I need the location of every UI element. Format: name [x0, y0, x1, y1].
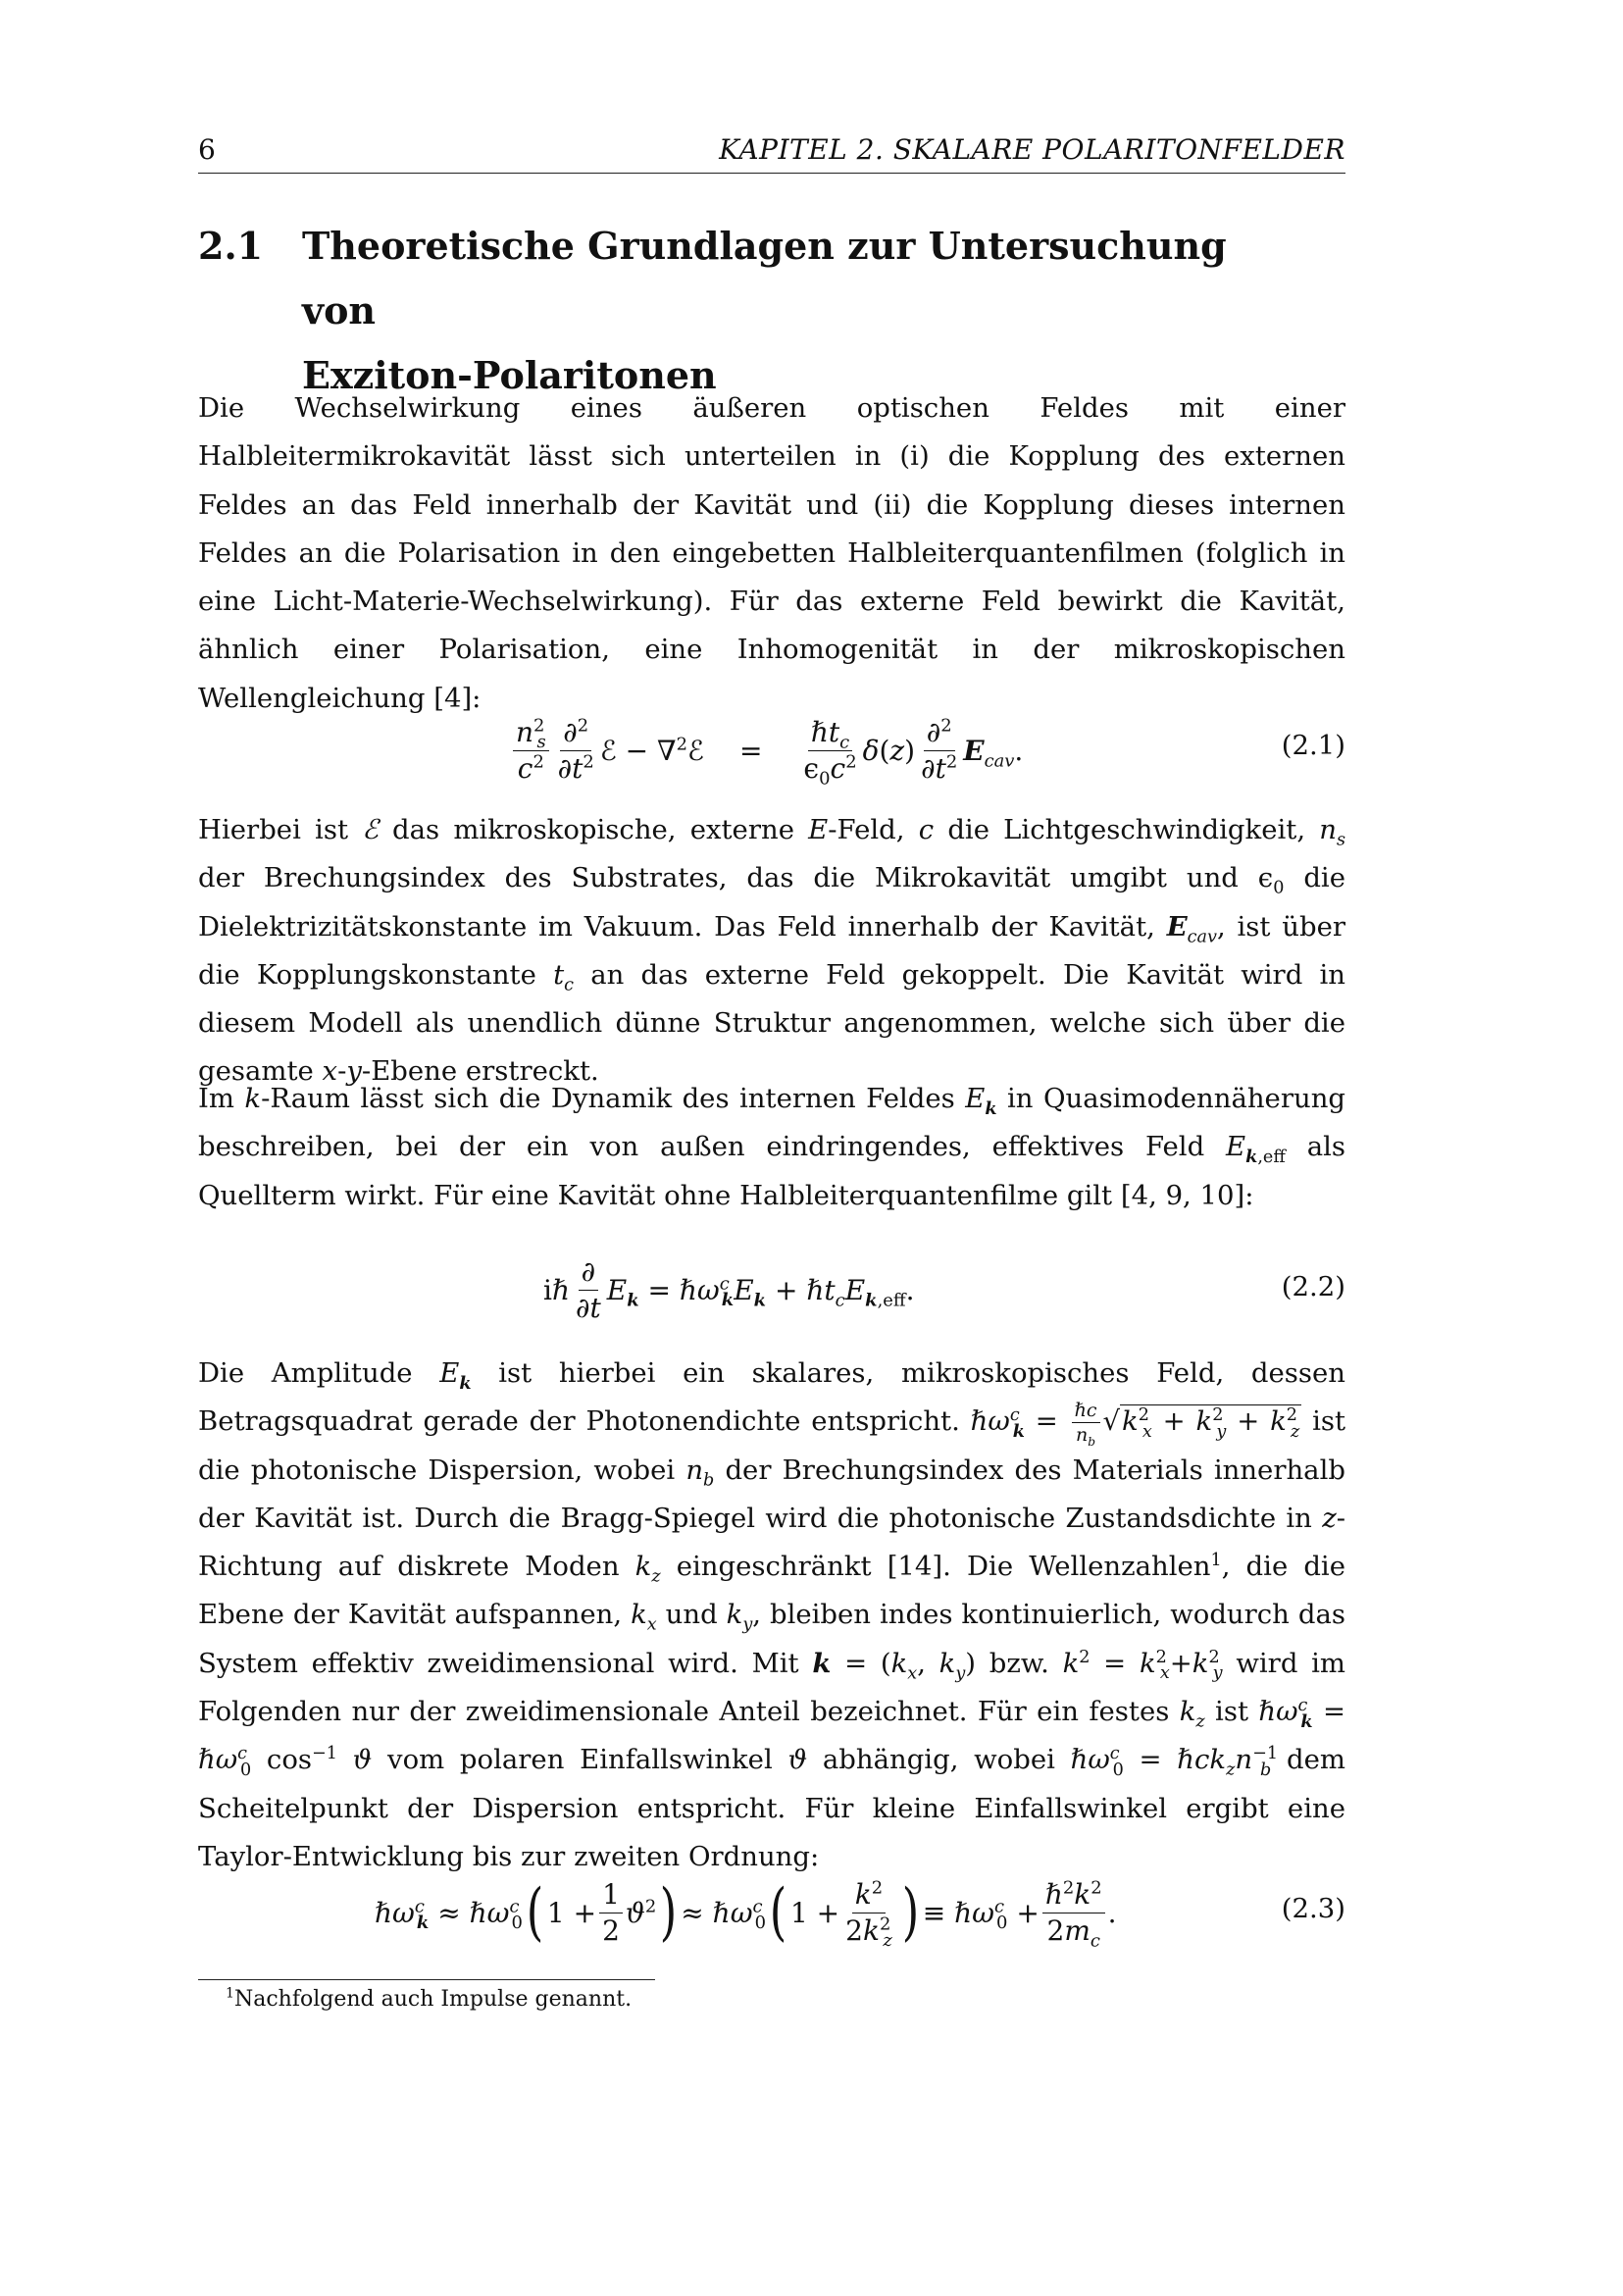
section-title	[302, 214, 1283, 408]
section-title-line-2: Exziton-Polaritonen	[302, 353, 717, 397]
footnote-text: Nachfolgend auch Impulse genannt.	[233, 1987, 633, 2012]
footnote-rule	[198, 1979, 655, 1980]
equation-number-2-2: (2.2)	[1281, 1271, 1345, 1302]
equation-2-2	[198, 1246, 1345, 1334]
equation-2-1	[198, 706, 1345, 794]
paragraph-k-space: Im k-Raum lässt sich die Dynamik des internen Feldes $E_k$ in Quasimodennäherung beschreiben, bei der ein von außen eindringendes, effektives Feld $E_{k,eff}$ als Quellterm wirkt. Für eine Kavität ohne Halbleiterquantenfilme gilt [4, 9, 10]:	[198, 1083, 1346, 1211]
paragraph-intro: Die Wechselwirkung eines äußeren optischen Feldes mit einer Halbleitermikrokavität lässt sich unterteilen in (i) die Kopplung des externen Feldes an das Feld innerhalb der Kavität und (ii) die Kopplung dieses internen Feldes an die Polarisation in den eingebetten Halbleiterquantenfilmen (folglich in eine Licht-Materie-Wechselwirkung). Für das externe Feld bewirkt die Kavität, ähnlich einer Polarisation, eine Inhomogenität in der mikroskopischen Wellengleichung [4]:	[198, 392, 1345, 714]
paragraph-dispersion: Die Amplitude $E_k$ ist hierbei ein skalares, mikroskopisches Feld, dessen Betragsquadrat gerade der Photonendichte entspricht. ℏω$^c_k$ = $\frac{\text{ℏc}}{n_b}$ $√k^2_x + k^2_y + k^2_z$ ist die photonische Dispersion, wobei $n_b$ der Brechungsindex des Materials innerhalb der Kavität ist. Durch die Bragg-Spiegel wird die photonische Zustandsdichte in z-Richtung auf diskrete Moden $k_z$ eingeschränkt [14]. Die Wellenzahlen$^1$, die die Ebene der Kavität aufspannen, $k_x$ und $k_y$, bleiben indes kontinuierlich, wodurch das System effektiv zweidimensional wird. Mit $k = (k_x$, $k_y$) bzw. $k^2 = k^2_x+k^2_y$ wird im Folgenden nur der zweidimensionale Anteil bezeichnet. Für ein festes $k_z$ ist ℏω$^c_k$ = ℏω$^c_0$ $\cos^{-1} ϑ$ vom polaren Einfallswinkel ϑ abhängig, wobei ℏω$^c_0$ = $\hbar ck_zn^{-1}_b$ dem Scheitelpunkt der Dispersion entspricht. Für kleine Einfallswinkel ergibt eine Taylor-Entwicklung bis zur zweiten Ordnung:	[198, 1357, 1346, 1872]
footnote	[226, 1987, 632, 2012]
equation-2-2-body: iℏ $\frac{\partial}{\partial t}$ $E_k$ = $\hbar\omega^c_kE_k$ + $\hbar t_cE_{k,eff}$.	[543, 1254, 915, 1324]
chapter-title: KAPITEL 2. SKALARE POLARITONFELDER	[719, 133, 1345, 166]
paragraph-definitions: Hierbei ist ℰ das mikroskopische, externe E-Feld, c die Lichtgeschwindigkeit, $n_s$ der Brechungsindex des Substrates, das die Mikrokavität umgibt und $\epsilon_0$ die Dielektrizitätskonstante im Vakuum. Das Feld innerhalb der Kavität, $E_{cav}$, ist über die Kopplungskonstante $t_c$ an das externe Feld gekoppelt. Die Kavität wird in diesem Modell als unendlich dünne Struktur angenommen, welche sich über die gesamte x-y-Ebene erstreckt.	[198, 814, 1345, 1088]
section-title-line-1: Theoretische Grundlagen zur Untersuchung von	[302, 224, 1227, 332]
equation-2-3	[198, 1863, 1345, 1962]
equation-number-2-3: (2.3)	[1281, 1893, 1345, 1924]
footnote-marker: 1	[226, 1985, 234, 2002]
equation-2-1-body: $\frac{n^2_s}{c^2}$ $\frac{\partial^2}{\partial t^2}$ ℰ − ∇$^2$ℰ = $\frac{\hbar t_c}{\epsilon_0c^2}$ δ(z) $\frac{\partial^2}{\partial t^2}$ $E_{cav}$.	[510, 706, 1023, 794]
running-head	[198, 133, 1345, 174]
equation-number-2-1: (2.1)	[1281, 730, 1345, 761]
section-number: 2.1	[198, 224, 264, 268]
page-number: 6	[198, 133, 216, 166]
equation-2-3-body: ℏω$^c_k$ ≈ ℏω$^c_0$ ( 1 + $\frac{1}{2}$ $ϑ^2$ ) ≈ ℏω$^c_0$ ( 1 + $\frac{k^2}{2k^2_z}$ ) ≡ ℏω$^c_0$ + $\frac{\hbar^2k^2}{2m_c}$ .	[375, 1876, 1117, 1952]
